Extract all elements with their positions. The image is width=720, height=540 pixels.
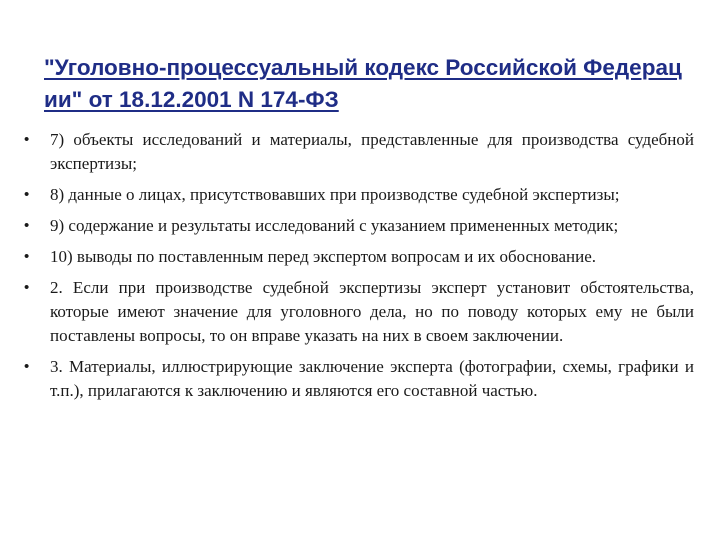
list-item <box>22 276 694 348</box>
list-item <box>22 355 694 403</box>
bullet-text: 2. Если при производстве судебной экспертизы эксперт установит обстоятельства, которые имеют значение для уголовного дела, но по поводу которых ему не были поставлены вопросы, то он вправе указать на них в своем заключении. <box>50 278 694 345</box>
bullet-icon: • <box>24 358 30 375</box>
bullet-icon: • <box>24 248 30 265</box>
bullet-text: 3. Материалы, иллюстрирующие заключение эксперта (фотографии, схемы, графики и т.п.), прилагаются к заключению и являются его составной частью. <box>50 357 694 400</box>
list-item <box>22 183 694 207</box>
bullet-list <box>22 128 694 410</box>
bullet-text: 9) содержание и результаты исследований с указанием примененных методик; <box>50 216 619 235</box>
bullet-text: 7) объекты исследований и материалы, представленные для производства судебной экспертизы; <box>50 130 694 173</box>
bullet-text: 10) выводы по поставленным перед экспертом вопросам и их обоснование. <box>50 247 596 266</box>
bullet-icon: • <box>24 217 30 234</box>
list-item <box>22 214 694 238</box>
bullet-icon: • <box>24 131 30 148</box>
law-title-link[interactable]: "Уголовно-процессуальный кодекс Российской Федерации" от 18.12.2001 N 174-ФЗ <box>44 55 682 112</box>
bullet-icon: • <box>24 279 30 296</box>
bullet-text: 8) данные о лицах, присутствовавших при производстве судебной экспертизы; <box>50 185 620 204</box>
list-item <box>22 128 694 176</box>
list-item <box>22 245 694 269</box>
bullet-icon: • <box>24 186 30 203</box>
